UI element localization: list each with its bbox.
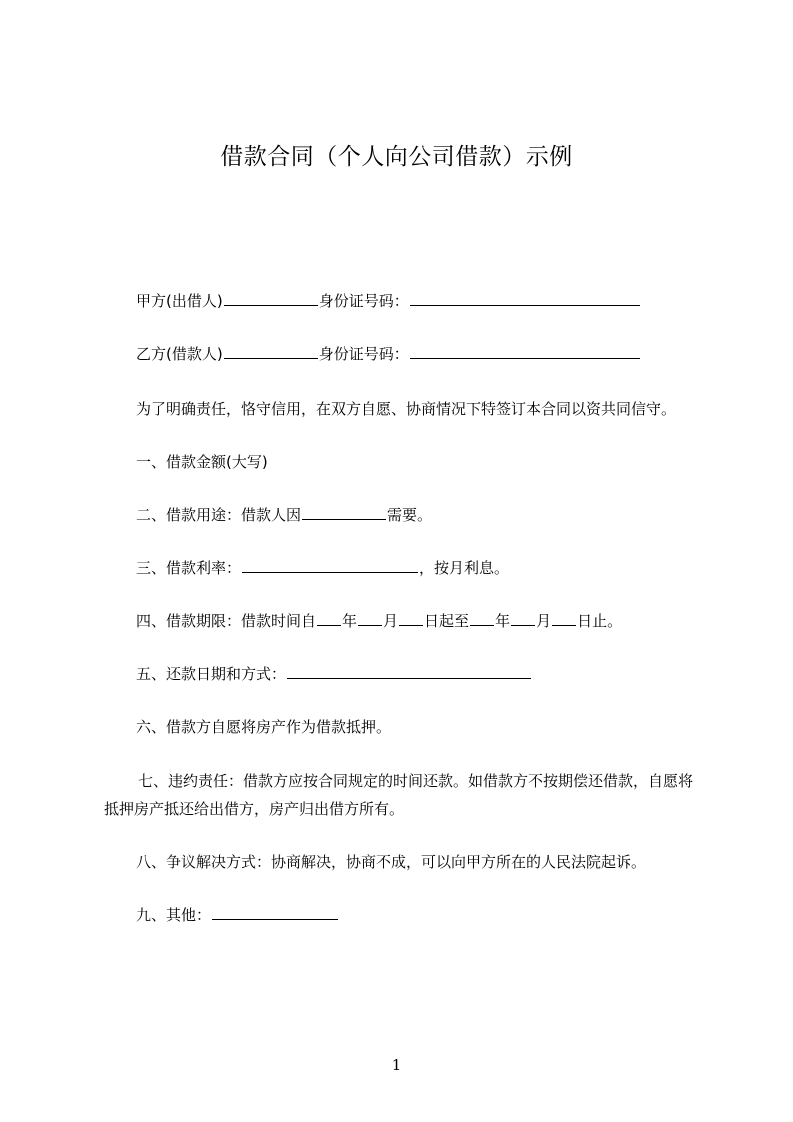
other-blank[interactable] bbox=[212, 905, 338, 920]
clause-9-label: 九、其他： bbox=[136, 906, 212, 924]
preamble: 为了明确责任，恪守信用，在双方自愿、协商情况下特签订本合同以资共同信守。 bbox=[136, 400, 677, 418]
clause-5 bbox=[136, 663, 532, 685]
start-day-blank[interactable] bbox=[399, 611, 423, 626]
clause-7: 七、违约责任：借款方应按合同规定的时间还款。如借款方不按期偿还借款，自愿将抵押房产抵还给出借方，房产归出借方所有。 bbox=[104, 772, 694, 818]
clause-4-prefix: 四、借款期限：借款时间自 bbox=[136, 612, 317, 630]
document-title: 借款合同（个人向公司借款）示例 bbox=[220, 144, 573, 170]
end-month-blank[interactable] bbox=[511, 611, 535, 626]
clause-8: 八、争议解决方式：协商解决，协商不成，可以向甲方所在的人民法院起诉。 bbox=[136, 853, 647, 871]
start-month-blank[interactable] bbox=[358, 611, 382, 626]
clause-2 bbox=[136, 504, 432, 526]
party-a-label: 甲方(出借人) bbox=[136, 292, 223, 310]
party-b-id-label: 身份证号码： bbox=[318, 345, 409, 363]
clause-5-label: 五、还款日期和方式： bbox=[136, 665, 287, 683]
party-b-name-blank[interactable] bbox=[224, 344, 318, 359]
end-day-blank[interactable] bbox=[552, 611, 576, 626]
party-a-id-blank[interactable] bbox=[410, 291, 640, 306]
clause-2-suffix: 需要。 bbox=[387, 506, 433, 524]
clause-6: 六、借款方自愿将房产作为借款抵押。 bbox=[136, 718, 392, 736]
party-b-id-blank[interactable] bbox=[410, 344, 640, 359]
party-b-line bbox=[136, 343, 641, 365]
repayment-blank[interactable] bbox=[287, 664, 531, 679]
clause-4-day-end: 日止。 bbox=[577, 612, 623, 630]
end-year-blank[interactable] bbox=[470, 611, 494, 626]
party-a-name-blank[interactable] bbox=[224, 291, 318, 306]
party-a-line bbox=[136, 290, 641, 312]
clause-4 bbox=[136, 610, 622, 632]
clause-4-day-from: 日起至 bbox=[424, 612, 470, 630]
clause-4-year: 年 bbox=[342, 612, 358, 630]
clause-3-suffix: ，按月利息。 bbox=[419, 559, 510, 577]
party-b-label: 乙方(借款人) bbox=[136, 345, 223, 363]
clause-4-year-2: 年 bbox=[495, 612, 511, 630]
clause-3-prefix: 三、借款利率： bbox=[136, 559, 242, 577]
purpose-blank[interactable] bbox=[302, 505, 386, 520]
interest-rate-blank[interactable] bbox=[242, 558, 418, 573]
page-number: 1 bbox=[391, 1056, 402, 1074]
clause-1: 一、借款金额(大写) bbox=[136, 453, 268, 471]
party-a-id-label: 身份证号码： bbox=[318, 292, 409, 310]
clause-4-month-2: 月 bbox=[536, 612, 552, 630]
clause-2-prefix: 二、借款用途：借款人因 bbox=[136, 506, 302, 524]
clause-4-month: 月 bbox=[383, 612, 399, 630]
start-year-blank[interactable] bbox=[317, 611, 341, 626]
clause-9 bbox=[136, 904, 339, 926]
clause-3 bbox=[136, 557, 509, 579]
